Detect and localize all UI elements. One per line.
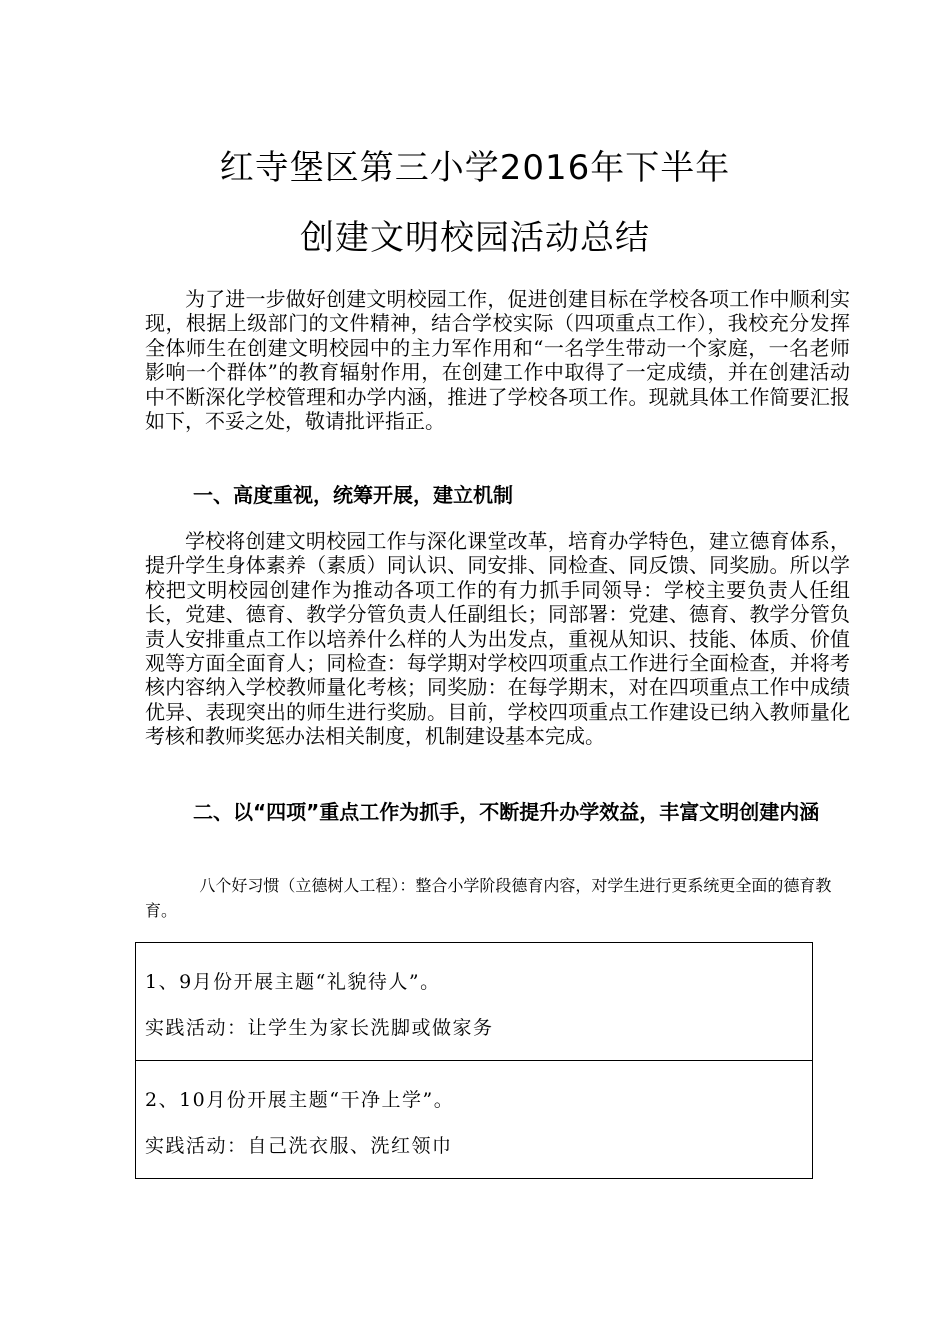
section1-heading: 一、高度重视，统筹开展，建立机制 — [193, 483, 513, 507]
activity-practice: 实践活动：让学生为家长洗脚或做家务 — [145, 1017, 494, 1039]
section2-paragraph: 八个好习惯（立德树人工程）：整合小学阶段德育内容，对学生进行更系统更全面的德育教育。 — [145, 876, 832, 920]
intro-paragraph: 为了进一步做好创建文明校园工作，促进创建目标在学校各项工作中顺利实现，根据上级部门的文件精神，结合学校实际（四项重点工作），我校充分发挥全体师生在创建文明校园中的主力军作用和“一名学生带动一个家庭，一名老师影响一个群体”的教育辐射作用，在创建工作中取得了一定成绩，并在创建活动中不断深化学校管理和办学内涵，推进了学校各项工作。现就具体工作简要汇报如下，不妥之处，敬请批评指正。 — [145, 287, 850, 434]
activity-theme: 2、10月份开展主题“干净上学”。 — [145, 1089, 455, 1111]
activity-box — [135, 942, 813, 1061]
section2-heading: 二、以“四项”重点工作为抓手，不断提升办学效益，丰富文明创建内涵 — [193, 800, 820, 824]
section1-paragraph: 学校将创建文明校园工作与深化课堂改革，培育办学特色，建立德育体系，提升学生身体素养（素质）同认识、同安排、同检查、同反馈、同奖励。所以学校把文明校园创建作为推动各项工作的有力抓手同领导：学校主要负责人任组长，党建、德育、教学分管负责人任副组长；同部署：党建、德育、教学分管负责人安排重点工作以培养什么样的人为出发点，重视从知识、技能、体质、价值观等方面全面育人；同检查：每学期对学校四项重点工作进行全面检查，并将考核内容纳入学校教师量化考核；同奖励：在每学期末，对在四项重点工作中成绩优异、表现突出的师生进行奖励。目前，学校四项重点工作建设已纳入教师量化考核和教师奖惩办法相关制度，机制建设基本完成。 — [145, 529, 850, 749]
activity-theme: 1、9月份开展主题“礼貌待人”。 — [145, 971, 441, 993]
document-title-line2: 创建文明校园活动总结 — [300, 218, 650, 258]
activity-practice: 实践活动：自己洗衣服、洗红领巾 — [145, 1135, 453, 1157]
document-title-line1: 红寺堡区第三小学2016年下半年 — [219, 148, 731, 188]
activity-box — [135, 1060, 813, 1179]
